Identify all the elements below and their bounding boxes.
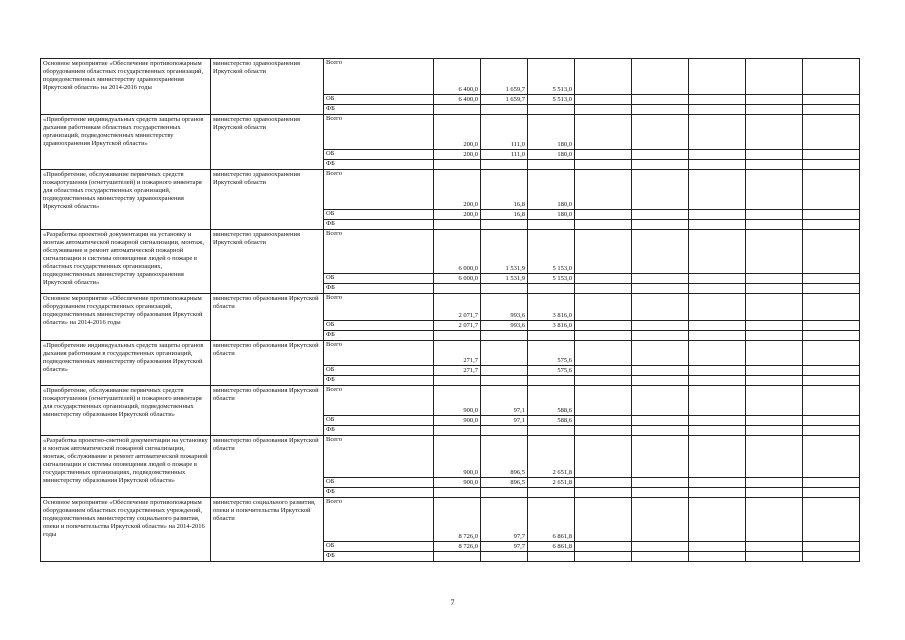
empty-cell <box>575 160 632 170</box>
empty-cell <box>575 210 632 220</box>
value-cell-v2: 16,8 <box>481 210 528 220</box>
value-cell-v1: 2 071,7 <box>434 321 481 331</box>
funding-source-cell: Всего <box>324 341 434 366</box>
value-cell-v3: 588,6 <box>528 416 575 426</box>
empty-cell <box>803 366 860 376</box>
empty-cell <box>689 321 746 331</box>
measure-name-cell: «Приобретение индивидуальных средств защиты органов дыхания работникам областных государственных организаций, подведомственных министерству здравоохранения Иркутской области» <box>41 115 211 170</box>
empty-cell <box>575 341 632 366</box>
funding-source-cell: ОБ <box>324 542 434 552</box>
page-number: 7 <box>450 598 455 607</box>
value-cell-v2 <box>481 105 528 115</box>
value-cell-v3: 3 816,0 <box>528 321 575 331</box>
value-cell-v2: 97,1 <box>481 416 528 426</box>
empty-cell <box>746 376 803 386</box>
value-cell-v1: 900,0 <box>434 436 481 478</box>
table-row <box>41 230 860 274</box>
executor-cell: министерство здравоохранения Иркутской области <box>211 59 324 115</box>
value-cell-v3: 2 651,8 <box>528 478 575 488</box>
empty-cell <box>632 321 689 331</box>
executor-cell: министерство образования Иркутской области <box>211 294 324 341</box>
executor-cell: министерство здравоохранения Иркутской области <box>211 115 324 170</box>
empty-cell <box>746 150 803 160</box>
empty-cell <box>746 160 803 170</box>
empty-cell <box>803 498 860 542</box>
funding-source-cell: ФБ <box>324 284 434 294</box>
empty-cell <box>632 210 689 220</box>
value-cell-v1: 2 071,7 <box>434 294 481 321</box>
executor-cell: министерство образования Иркутской области <box>211 341 324 386</box>
empty-cell <box>632 284 689 294</box>
empty-cell <box>575 416 632 426</box>
empty-cell <box>632 160 689 170</box>
value-cell-v3 <box>528 376 575 386</box>
funding-source-cell: ОБ <box>324 95 434 105</box>
value-cell-v1 <box>434 160 481 170</box>
funding-source-cell: ФБ <box>324 331 434 341</box>
empty-cell <box>632 95 689 105</box>
value-cell-v2 <box>481 488 528 498</box>
empty-cell <box>689 115 746 150</box>
empty-cell <box>632 416 689 426</box>
empty-cell <box>575 95 632 105</box>
empty-cell <box>575 105 632 115</box>
value-cell-v1 <box>434 331 481 341</box>
empty-cell <box>803 488 860 498</box>
empty-cell <box>689 552 746 562</box>
empty-cell <box>803 436 860 478</box>
empty-cell <box>746 220 803 230</box>
value-cell-v2 <box>481 366 528 376</box>
value-cell-v3: 575,6 <box>528 341 575 366</box>
empty-cell <box>632 150 689 160</box>
empty-cell <box>803 321 860 331</box>
empty-cell <box>746 498 803 542</box>
empty-cell <box>746 115 803 150</box>
value-cell-v3 <box>528 426 575 436</box>
empty-cell <box>746 436 803 478</box>
funding-source-cell: Всего <box>324 498 434 542</box>
empty-cell <box>689 488 746 498</box>
empty-cell <box>575 498 632 542</box>
value-cell-v3: 2 651,8 <box>528 436 575 478</box>
value-cell-v2: 1 531,9 <box>481 274 528 284</box>
measure-name-cell: «Разработка проектно-сметной документации на установку и монтаж автоматической пожарной сигнализации, монтаж, обслуживание и ремонт автоматической пожарной сигнализации и системы оповещения людей о пожаре в государственных организациях, подведомственных министерству образования Иркутской области» <box>41 436 211 498</box>
empty-cell <box>746 366 803 376</box>
funding-source-cell: ОБ <box>324 210 434 220</box>
value-cell-v3: 6 861,8 <box>528 542 575 552</box>
empty-cell <box>632 59 689 95</box>
empty-cell <box>803 59 860 95</box>
empty-cell <box>746 284 803 294</box>
empty-cell <box>632 294 689 321</box>
value-cell-v1 <box>434 488 481 498</box>
value-cell-v1: 6 000,0 <box>434 274 481 284</box>
empty-cell <box>632 341 689 366</box>
value-cell-v2 <box>481 341 528 366</box>
value-cell-v2: 97,7 <box>481 542 528 552</box>
funding-source-cell: Всего <box>324 170 434 210</box>
table-row <box>41 115 860 150</box>
empty-cell <box>803 542 860 552</box>
value-cell-v2: 993,6 <box>481 294 528 321</box>
empty-cell <box>803 210 860 220</box>
empty-cell <box>803 341 860 366</box>
funding-source-cell: ОБ <box>324 321 434 331</box>
value-cell-v2: 97,7 <box>481 498 528 542</box>
empty-cell <box>689 294 746 321</box>
empty-cell <box>803 386 860 416</box>
empty-cell <box>746 386 803 416</box>
value-cell-v3: 5 513,0 <box>528 59 575 95</box>
value-cell-v2: 896,5 <box>481 436 528 478</box>
empty-cell <box>689 220 746 230</box>
funding-source-cell: ОБ <box>324 150 434 160</box>
value-cell-v1 <box>434 552 481 562</box>
empty-cell <box>803 220 860 230</box>
empty-cell <box>689 386 746 416</box>
empty-cell <box>746 170 803 210</box>
empty-cell <box>575 478 632 488</box>
funding-source-cell: ФБ <box>324 220 434 230</box>
empty-cell <box>632 170 689 210</box>
funding-source-cell: ФБ <box>324 426 434 436</box>
empty-cell <box>632 274 689 284</box>
empty-cell <box>746 552 803 562</box>
value-cell-v3: 180,0 <box>528 170 575 210</box>
empty-cell <box>746 321 803 331</box>
empty-cell <box>803 105 860 115</box>
empty-cell <box>575 230 632 274</box>
empty-cell <box>575 386 632 416</box>
value-cell-v1: 6 400,0 <box>434 95 481 105</box>
empty-cell <box>575 331 632 341</box>
empty-cell <box>803 426 860 436</box>
empty-cell <box>632 498 689 542</box>
empty-cell <box>632 331 689 341</box>
value-cell-v2: 97,1 <box>481 386 528 416</box>
funding-source-cell: Всего <box>324 59 434 95</box>
funding-source-cell: Всего <box>324 294 434 321</box>
empty-cell <box>689 341 746 366</box>
empty-cell <box>746 105 803 115</box>
value-cell-v3 <box>528 284 575 294</box>
value-cell-v1: 900,0 <box>434 416 481 426</box>
empty-cell <box>575 274 632 284</box>
empty-cell <box>746 478 803 488</box>
value-cell-v2 <box>481 160 528 170</box>
empty-cell <box>575 170 632 210</box>
value-cell-v1: 8 726,0 <box>434 498 481 542</box>
empty-cell <box>575 552 632 562</box>
funding-source-cell: ФБ <box>324 376 434 386</box>
empty-cell <box>575 376 632 386</box>
funding-source-cell: ФБ <box>324 105 434 115</box>
value-cell-v1: 900,0 <box>434 386 481 416</box>
value-cell-v2 <box>481 331 528 341</box>
empty-cell <box>803 284 860 294</box>
table-row <box>41 341 860 366</box>
value-cell-v2: 896,5 <box>481 478 528 488</box>
table-row <box>41 59 860 95</box>
empty-cell <box>689 376 746 386</box>
empty-cell <box>575 366 632 376</box>
measures-table <box>40 58 860 562</box>
empty-cell <box>632 386 689 416</box>
value-cell-v2: 111,0 <box>481 150 528 160</box>
funding-source-cell: Всего <box>324 436 434 478</box>
value-cell-v1: 6 000,0 <box>434 230 481 274</box>
empty-cell <box>689 105 746 115</box>
empty-cell <box>746 426 803 436</box>
value-cell-v1: 8 726,0 <box>434 542 481 552</box>
measure-name-cell: Основное мероприятие «Обеспечение противопожарным оборудованием государственных организаций, подведомственных министерству образования Иркутской области» на 2014-2016 годы <box>41 294 211 341</box>
empty-cell <box>803 115 860 150</box>
value-cell-v3 <box>528 220 575 230</box>
empty-cell <box>803 478 860 488</box>
empty-cell <box>803 294 860 321</box>
executor-cell: министерство здравоохранения Иркутской области <box>211 230 324 294</box>
value-cell-v3 <box>528 552 575 562</box>
value-cell-v2 <box>481 220 528 230</box>
measures-table-container <box>40 58 860 562</box>
empty-cell <box>746 210 803 220</box>
empty-cell <box>689 331 746 341</box>
empty-cell <box>632 436 689 478</box>
empty-cell <box>803 274 860 284</box>
empty-cell <box>689 274 746 284</box>
empty-cell <box>689 170 746 210</box>
value-cell-v3: 5 513,0 <box>528 95 575 105</box>
value-cell-v1: 200,0 <box>434 150 481 160</box>
value-cell-v1: 200,0 <box>434 210 481 220</box>
empty-cell <box>803 160 860 170</box>
empty-cell <box>689 416 746 426</box>
funding-source-cell: ФБ <box>324 488 434 498</box>
empty-cell <box>803 150 860 160</box>
measure-name-cell: «Приобретение, обслуживание первичных средств пожаротушения (огнетушителей) и пожарного инвентаря для государственных организаций, подведомственных министерству образования Иркутской области» <box>41 386 211 436</box>
value-cell-v3: 575,6 <box>528 366 575 376</box>
empty-cell <box>689 210 746 220</box>
empty-cell <box>632 426 689 436</box>
funding-source-cell: Всего <box>324 115 434 150</box>
empty-cell <box>746 294 803 321</box>
table-row <box>41 436 860 478</box>
value-cell-v3: 180,0 <box>528 115 575 150</box>
table-body <box>41 59 860 562</box>
empty-cell <box>689 426 746 436</box>
empty-cell <box>746 274 803 284</box>
empty-cell <box>632 552 689 562</box>
funding-source-cell: ОБ <box>324 416 434 426</box>
empty-cell <box>746 59 803 95</box>
empty-cell <box>746 488 803 498</box>
funding-source-cell: Всего <box>324 230 434 274</box>
value-cell-v2 <box>481 552 528 562</box>
empty-cell <box>689 542 746 552</box>
value-cell-v2: 1 659,7 <box>481 59 528 95</box>
value-cell-v2: 993,6 <box>481 321 528 331</box>
funding-source-cell: ФБ <box>324 552 434 562</box>
empty-cell <box>632 488 689 498</box>
empty-cell <box>575 150 632 160</box>
measure-name-cell: «Приобретение, обслуживание первичных средств пожаротушения (огнетушителей) и пожарного инвентаря для областных государственных организаций, подведомственных министерству здравоохранения Иркутской области» <box>41 170 211 230</box>
value-cell-v2: 16,8 <box>481 170 528 210</box>
empty-cell <box>575 426 632 436</box>
empty-cell <box>575 321 632 331</box>
value-cell-v2 <box>481 284 528 294</box>
empty-cell <box>575 115 632 150</box>
value-cell-v3: 180,0 <box>528 210 575 220</box>
empty-cell <box>689 160 746 170</box>
funding-source-cell: ОБ <box>324 366 434 376</box>
executor-cell: министерство социального развития, опеки и попечительства Иркутской области <box>211 498 324 562</box>
executor-cell: министерство образования Иркутской области <box>211 386 324 436</box>
empty-cell <box>575 436 632 478</box>
empty-cell <box>575 542 632 552</box>
empty-cell <box>689 284 746 294</box>
empty-cell <box>575 294 632 321</box>
value-cell-v2: 1 659,7 <box>481 95 528 105</box>
empty-cell <box>575 284 632 294</box>
empty-cell <box>575 220 632 230</box>
value-cell-v1: 271,7 <box>434 341 481 366</box>
measure-name-cell: «Разработка проектной документации на установку и монтаж автоматической пожарной сигнализации, монтаж, обслуживание и ремонт автоматической пожарной сигнализации и системы оповещения людей о пожаре в областных государственных организациях, подведомственных министерству здравоохранения Иркутской области» <box>41 230 211 294</box>
empty-cell <box>689 478 746 488</box>
value-cell-v1: 200,0 <box>434 115 481 150</box>
value-cell-v3: 3 816,0 <box>528 294 575 321</box>
value-cell-v1: 6 400,0 <box>434 59 481 95</box>
empty-cell <box>632 230 689 274</box>
table-row <box>41 294 860 321</box>
value-cell-v1: 200,0 <box>434 170 481 210</box>
value-cell-v1 <box>434 284 481 294</box>
empty-cell <box>746 95 803 105</box>
table-row <box>41 170 860 210</box>
value-cell-v3: 588,6 <box>528 386 575 416</box>
value-cell-v2 <box>481 376 528 386</box>
executor-cell: министерство образования Иркутской области <box>211 436 324 498</box>
value-cell-v1 <box>434 426 481 436</box>
value-cell-v1: 271,7 <box>434 366 481 376</box>
empty-cell <box>632 105 689 115</box>
empty-cell <box>575 488 632 498</box>
empty-cell <box>689 59 746 95</box>
value-cell-v3 <box>528 160 575 170</box>
value-cell-v1 <box>434 220 481 230</box>
empty-cell <box>632 376 689 386</box>
funding-source-cell: ФБ <box>324 160 434 170</box>
value-cell-v3: 5 153,0 <box>528 230 575 274</box>
measure-name-cell: «Приобретение индивидуальных средств защиты органов дыхания работникам в государственных организаций, подведомственных министерству образования Иркутской области» <box>41 341 211 386</box>
empty-cell <box>689 498 746 542</box>
empty-cell <box>575 59 632 95</box>
empty-cell <box>803 331 860 341</box>
value-cell-v2: 1 531,9 <box>481 230 528 274</box>
value-cell-v1: 900,0 <box>434 478 481 488</box>
funding-source-cell: Всего <box>324 386 434 416</box>
empty-cell <box>689 95 746 105</box>
empty-cell <box>632 478 689 488</box>
empty-cell <box>689 150 746 160</box>
value-cell-v3: 6 861,8 <box>528 498 575 542</box>
empty-cell <box>803 416 860 426</box>
empty-cell <box>746 230 803 274</box>
empty-cell <box>632 220 689 230</box>
measure-name-cell: Основное мероприятие «Обеспечение противопожарным оборудованием областных государственных учреждений, подведомственных министерству социального развития, опеки и попечительства Иркутской области» на 2014-2016 годы <box>41 498 211 562</box>
value-cell-v1 <box>434 376 481 386</box>
table-row <box>41 386 860 416</box>
value-cell-v1 <box>434 105 481 115</box>
empty-cell <box>632 366 689 376</box>
value-cell-v3 <box>528 105 575 115</box>
empty-cell <box>689 366 746 376</box>
empty-cell <box>689 230 746 274</box>
value-cell-v2: 111,0 <box>481 115 528 150</box>
value-cell-v3: 5 153,0 <box>528 274 575 284</box>
empty-cell <box>803 95 860 105</box>
empty-cell <box>632 115 689 150</box>
funding-source-cell: ОБ <box>324 274 434 284</box>
empty-cell <box>746 542 803 552</box>
measure-name-cell: Основное мероприятие «Обеспечение противопожарным оборудованием областных государственных организаций, подведомственных министерству здравоохранения Иркутской области» на 2014-2016 годы <box>41 59 211 115</box>
empty-cell <box>689 436 746 478</box>
funding-source-cell: ОБ <box>324 478 434 488</box>
empty-cell <box>803 170 860 210</box>
empty-cell <box>746 331 803 341</box>
executor-cell: министерство здравоохранения Иркутской области <box>211 170 324 230</box>
table-row <box>41 498 860 542</box>
empty-cell <box>746 341 803 366</box>
value-cell-v3 <box>528 488 575 498</box>
value-cell-v3: 180,0 <box>528 150 575 160</box>
value-cell-v3 <box>528 331 575 341</box>
empty-cell <box>803 552 860 562</box>
value-cell-v2 <box>481 426 528 436</box>
empty-cell <box>803 376 860 386</box>
empty-cell <box>632 542 689 552</box>
empty-cell <box>803 230 860 274</box>
empty-cell <box>746 416 803 426</box>
